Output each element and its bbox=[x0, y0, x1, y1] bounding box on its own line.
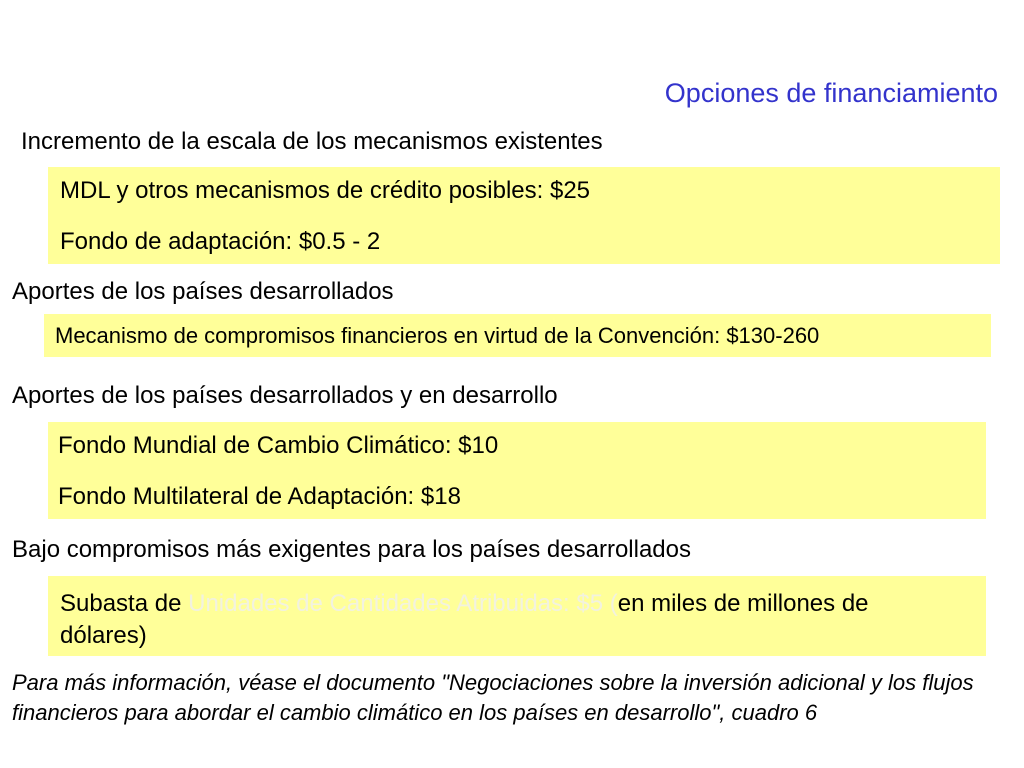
developed-developing-box bbox=[48, 422, 986, 519]
existing-mechanisms-box bbox=[48, 167, 1000, 264]
footnote: Para más información, véase el documento "Negociaciones sobre la inversión adicional y los flujos financieros para abordar el cambio climático en los países en desarrollo", cuadro 6 bbox=[12, 670, 974, 725]
auction-faded-text: Unidades de Cantidades Atribuidas: $5 ( bbox=[188, 590, 618, 617]
box-item-commitments-mechanism: Mecanismo de compromisos financieros en virtud de la Convención: $130-260 bbox=[55, 323, 820, 348]
developed-contributions-box bbox=[44, 314, 991, 357]
box-item-multilateral-adaptation-fund: Fondo Multilateral de Adaptación: $18 bbox=[58, 483, 461, 510]
slide-title: Opciones de financiamiento bbox=[664, 78, 998, 108]
box-item-global-climate-fund: Fondo Mundial de Cambio Climático: $10 bbox=[58, 432, 499, 459]
section-heading-developed-contributions: Aportes de los países desarrollados bbox=[12, 278, 394, 305]
section-heading-developed-developing-contributions: Aportes de los países desarrollados y en desarrollo bbox=[12, 382, 558, 409]
box-item-mdl: MDL y otros mecanismos de crédito posibles: $25 bbox=[60, 177, 591, 204]
stricter-commitments-box bbox=[48, 576, 986, 656]
box-item-auction bbox=[60, 588, 960, 652]
section-heading-stricter-commitments: Bajo compromisos más exigentes para los países desarrollados bbox=[12, 536, 691, 563]
auction-suffix: en miles de millones de dólares) bbox=[60, 590, 869, 649]
auction-prefix: Subasta de bbox=[60, 590, 189, 617]
section-heading-scale-up: Incremento de la escala de los mecanismos existentes bbox=[21, 128, 603, 155]
box-item-adaptation-fund: Fondo de adaptación: $0.5 - 2 bbox=[60, 228, 381, 255]
